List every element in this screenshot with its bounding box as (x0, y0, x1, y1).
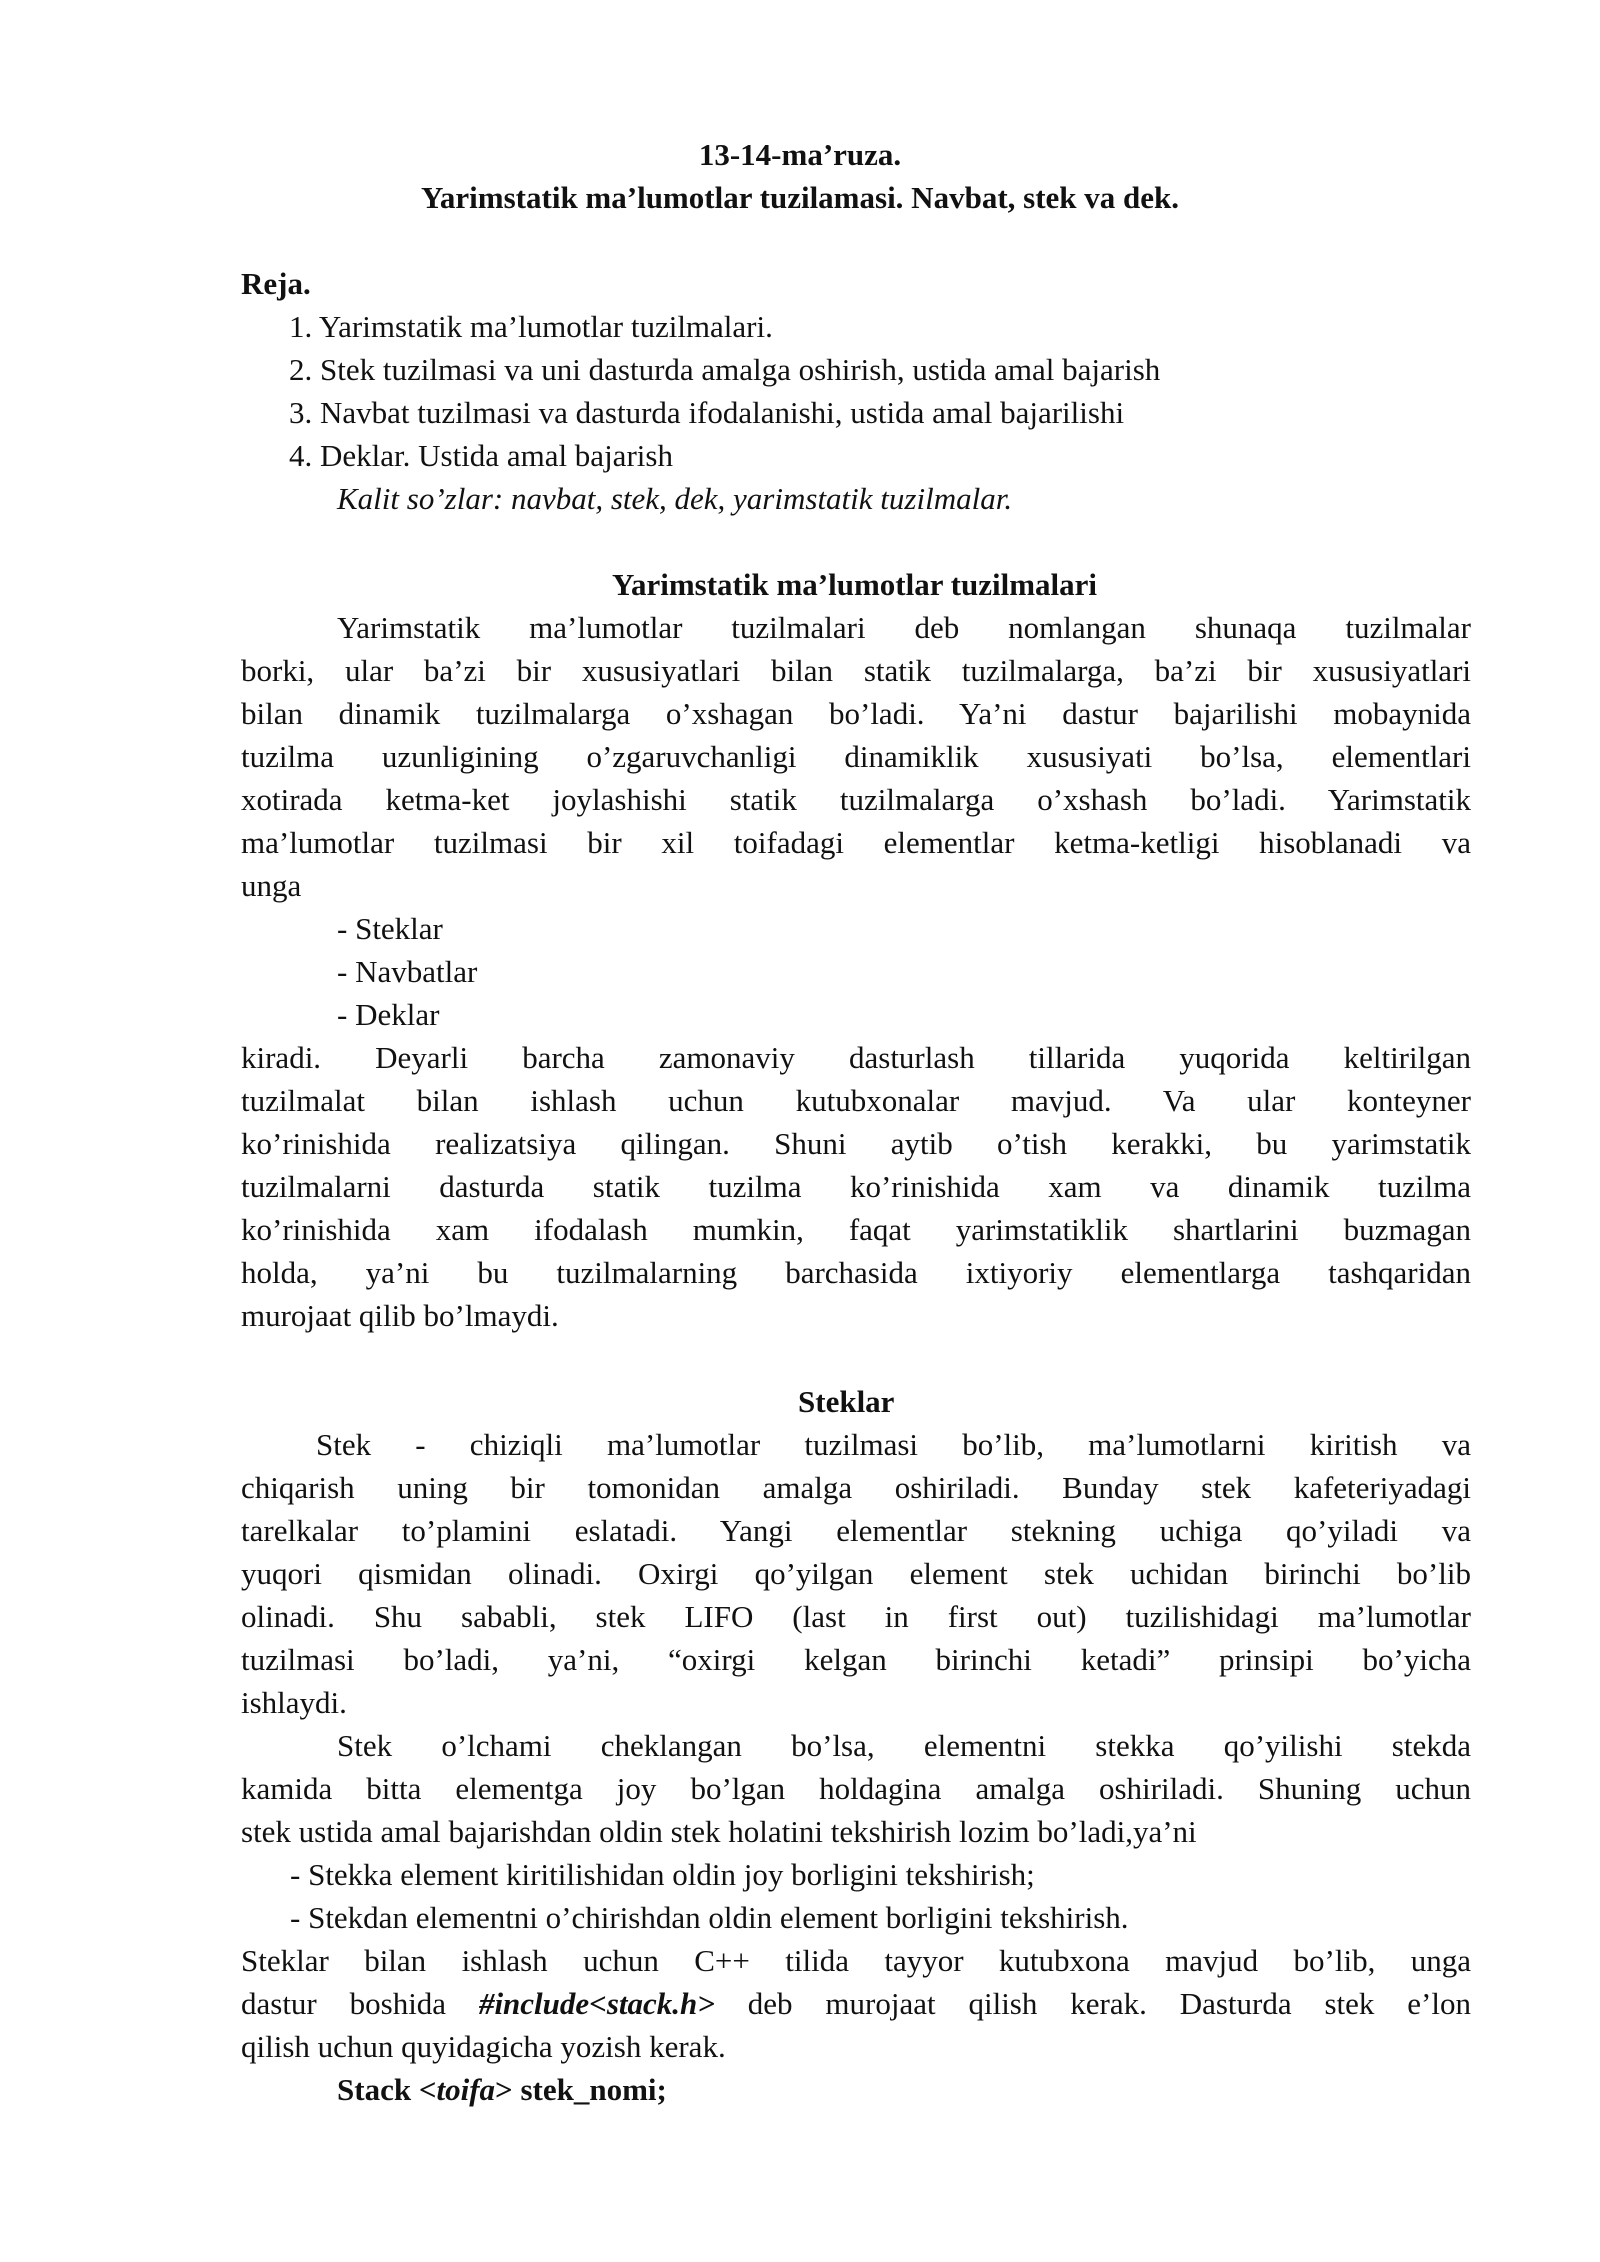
paragraph-line: Steklar bilan ishlash uchun C++ tilida tayyor kutubxona mavjud bo’lib, unga (241, 1943, 1471, 1978)
paragraph-line: holda, ya’ni bu tuzilmalarning barchasida ixtiyoriy elementlarga tashqaridan (241, 1255, 1471, 1290)
paragraph-line: kiradi. Deyarli barcha zamonaviy dasturlash tillarida yuqorida keltirilgan (241, 1040, 1471, 1075)
paragraph-line: tuzilmalarni dasturda statik tuzilma ko’rinishida xam va dinamik tuzilma (241, 1169, 1471, 1204)
list-item: - Steklar (337, 911, 443, 946)
paragraph-line: ma’lumotlar tuzilmasi bir xil toifadagi elementlar ketma-ketligi hisoblanadi va (241, 825, 1471, 860)
syntax-type-placeholder: toifa (436, 2072, 496, 2107)
paragraph-line: yuqori qismidan olinadi. Oxirgi qo’yilgan element stek uchidan birinchi bo’lib (241, 1556, 1471, 1591)
lecture-title: Yarimstatik ma’lumotlar tuzilamasi. Navbat, stek va dek. (420, 180, 1180, 215)
paragraph-line: chiqarish uning bir tomonidan amalga oshiriladi. Bunday stek kafeteriyadagi (241, 1470, 1471, 1505)
syntax-segment: Stack < (337, 2072, 437, 2107)
paragraph-line: murojaat qilib bo’lmaydi. (241, 1298, 559, 1333)
lecture-number: 13-14-ma’ruza. (698, 137, 902, 172)
plan-item: 1. Yarimstatik ma’lumotlar tuzilmalari. (289, 309, 773, 344)
text-segment: deb murojaat qilish kerak. Dasturda stek e’lon (714, 1986, 1471, 2021)
syntax-segment: > stek_nomi; (495, 2072, 667, 2107)
paragraph-line: kamida bitta elementga joy bo’lgan holdagina amalga oshiriladi. Shuning uchun (241, 1771, 1471, 1806)
paragraph-line: xotirada ketma-ket joylashishi statik tuzilmalarga o’xshash bo’ladi. Yarimstatik (241, 782, 1471, 817)
section-heading: Steklar (798, 1384, 895, 1419)
paragraph-line: tuzilma uzunligining o’zgaruvchanligi dinamiklik xususiyati bo’lsa, elementlari (241, 739, 1471, 774)
plan-item: 3. Navbat tuzilmasi va dasturda ifodalanishi, ustida amal bajarilishi (289, 395, 1125, 430)
include-directive: #include<stack.h> (478, 1986, 715, 2021)
list-item: - Deklar (337, 997, 440, 1032)
list-item: - Stekka element kiritilishidan oldin joy borligini tekshirish; (290, 1857, 1035, 1892)
paragraph-line: tuzilmalat bilan ishlash uchun kutubxonalar mavjud. Va ular konteyner (241, 1083, 1471, 1118)
paragraph-line: Stek - chiziqli ma’lumotlar tuzilmasi bo’lib, ma’lumotlarni kiritish va (316, 1427, 1471, 1462)
section-heading: Yarimstatik ma’lumotlar tuzilmalari (612, 567, 1098, 602)
paragraph-line: Yarimstatik ma’lumotlar tuzilmalari deb nomlangan shunaqa tuzilmalar (337, 610, 1471, 645)
paragraph-line: borki, ular ba’zi bir xususiyatlari bilan statik tuzilmalarga, ba’zi bir xususiyatlari (241, 653, 1471, 688)
stack-declaration-syntax (337, 2068, 667, 2111)
paragraph-line: qilish uchun quyidagicha yozish kerak. (241, 2029, 726, 2064)
plan-item: 2. Stek tuzilmasi va uni dasturda amalga oshirish, ustida amal bajarish (289, 352, 1161, 387)
paragraph-line: Stek o’lchami cheklangan bo’lsa, elementni stekka qo’yilishi stekda (337, 1728, 1471, 1763)
plan-heading: Reja. (241, 266, 311, 301)
plan-item: 4. Deklar. Ustida amal bajarish (289, 438, 673, 473)
keywords: Kalit so’zlar: navbat, stek, dek, yarimstatik tuzilmalar. (337, 481, 1013, 516)
paragraph-line (241, 1982, 1471, 2025)
paragraph-line: unga (241, 868, 302, 903)
list-item: - Stekdan elementni o’chirishdan oldin element borligini tekshirish. (290, 1900, 1129, 1935)
paragraph-line: bilan dinamik tuzilmalarga o’xshagan bo’ladi. Ya’ni dastur bajarilishi mobaynida (241, 696, 1471, 731)
paragraph-line: tuzilmasi bo’ladi, ya’ni, “oxirgi kelgan birinchi ketadi” prinsipi bo’yicha (241, 1642, 1471, 1677)
paragraph-line: ko’rinishida xam ifodalash mumkin, faqat yarimstatiklik shartlarini buzmagan (241, 1212, 1471, 1247)
list-item: - Navbatlar (337, 954, 478, 989)
paragraph-line: ko’rinishida realizatsiya qilingan. Shuni aytib o’tish kerakki, bu yarimstatik (241, 1126, 1471, 1161)
text-segment: dastur boshida (241, 1986, 479, 2021)
paragraph-line: olinadi. Shu sababli, stek LIFO (last in first out) tuzilishidagi ma’lumotlar (241, 1599, 1471, 1634)
paragraph-line: ishlaydi. (241, 1685, 347, 1720)
paragraph-line: stek ustida amal bajarishdan oldin stek holatini tekshirish lozim bo’ladi,ya’ni (241, 1814, 1197, 1849)
paragraph-line: tarelkalar to’plamini eslatadi. Yangi elementlar stekning uchiga qo’yiladi va (241, 1513, 1471, 1548)
